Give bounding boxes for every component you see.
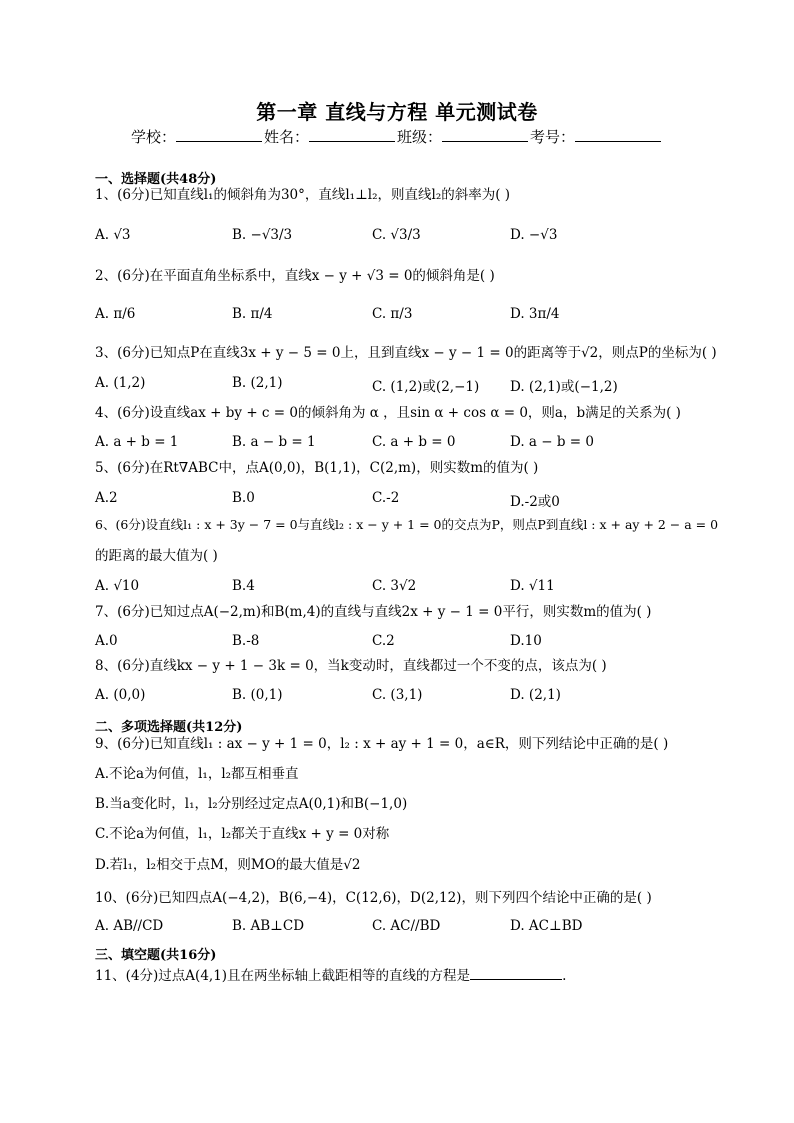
q8-option-d[interactable]: D. (2,1) <box>510 687 561 703</box>
question-5-options <box>95 490 695 512</box>
q6-option-c[interactable]: C. 3√2 <box>372 578 417 594</box>
question-6-options <box>95 578 695 600</box>
section-heading-choice: 一、选择题(共48分) <box>95 172 217 187</box>
q3-option-a[interactable]: A. (1,2) <box>95 375 146 391</box>
q11-end: . <box>562 968 567 984</box>
q1-option-b[interactable]: B. −√3/3 <box>232 227 293 243</box>
question-3: 3、(6分)已知点P在直线3x + y − 5 = 0上，且到直线x − y − 1 = 0的距离等于√2，则点P的坐标为( ) <box>95 345 717 361</box>
q5-option-b[interactable]: B.0 <box>232 490 255 506</box>
question-7: 7、(6分)已知过点A(−2,m)和B(m,4)的直线与直线2x + y − 1 = 0平行，则实数m的值为( ) <box>95 604 652 620</box>
question-2: 2、(6分)在平面直角坐标系中，直线x − y + √3 = 0的倾斜角是( ) <box>95 268 495 284</box>
q9-option-d[interactable]: D.若l₁，l₂相交于点M，则MO的最大值是√2 <box>95 857 361 873</box>
q2-option-a[interactable]: A. π/6 <box>95 306 136 322</box>
q4-option-a[interactable]: A. a + b = 1 <box>95 434 179 450</box>
q4-option-d[interactable]: D. a − b = 0 <box>510 434 594 450</box>
question-5: 5、(6分)在Rt∇ABC中，点A(0,0)，B(1,1)，C(2,m)，则实数m的值为( ) <box>95 460 539 476</box>
q7-option-a[interactable]: A.0 <box>95 633 118 649</box>
q9-option-b[interactable]: B.当a变化时，l₁，l₂分别经过定点A(0,1)和B(−1,0) <box>95 796 408 812</box>
question-4-options <box>95 434 695 456</box>
q3-option-d[interactable]: D. (2,1)或(−1,2) <box>510 379 618 395</box>
question-11 <box>95 967 566 984</box>
student-info-line <box>0 126 794 147</box>
school-label: 学校： <box>130 128 176 146</box>
q11-answer-blank[interactable] <box>470 967 562 980</box>
page-title: 第一章 直线与方程 单元测试卷 <box>256 100 538 124</box>
name-label: 姓名： <box>263 128 309 146</box>
question-10: 10、(6分)已知四点A(−4,2)，B(6,−4)，C(12,6)，D(2,12)，则下列四个结论中正确的是( ) <box>95 890 652 906</box>
question-8-options <box>95 687 695 709</box>
q7-option-b[interactable]: B.-8 <box>232 633 260 649</box>
q10-option-c[interactable]: C. AC//BD <box>372 918 441 934</box>
section-heading-multi-choice: 二、多项选择题(共12分) <box>95 720 243 735</box>
q7-option-c[interactable]: C.2 <box>372 633 395 649</box>
q4-option-b[interactable]: B. a − b = 1 <box>232 434 316 450</box>
q10-option-a[interactable]: A. AB//CD <box>95 918 164 934</box>
question-1: 1、(6分)已知直线l₁的倾斜角为30°，直线l₁⊥l₂，则直线l₂的斜率为( ) <box>95 187 511 203</box>
question-6: 6、(6分)设直线l₁ : x + 3y − 7 = 0与直线l₂ : x − y + 1 = 0的交点为P，则点P到直线l : x + ay + 2 − a = 0 <box>95 517 719 532</box>
q2-option-d[interactable]: D. 3π/4 <box>510 306 560 322</box>
question-10-options <box>95 918 695 940</box>
q5-option-a[interactable]: A.2 <box>95 490 118 506</box>
q10-option-b[interactable]: B. AB⊥CD <box>232 918 305 934</box>
question-4: 4、(6分)设直线ax + by + c = 0的倾斜角为 α ，且sin α + cos α = 0，则a，b满足的关系为( ) <box>95 405 681 421</box>
question-2-options <box>95 306 695 328</box>
q8-option-b[interactable]: B. (0,1) <box>232 687 283 703</box>
q10-option-d[interactable]: D. AC⊥BD <box>510 918 583 934</box>
q8-option-c[interactable]: C. (3,1) <box>372 687 423 703</box>
class-blank[interactable] <box>442 127 528 142</box>
q8-option-a[interactable]: A. (0,0) <box>95 687 146 703</box>
question-3-options <box>95 375 695 397</box>
q5-option-c[interactable]: C.-2 <box>372 490 400 506</box>
q2-option-b[interactable]: B. π/4 <box>232 306 273 322</box>
name-blank[interactable] <box>309 127 395 142</box>
q4-option-c[interactable]: C. a + b = 0 <box>372 434 456 450</box>
q1-option-a[interactable]: A. √3 <box>95 227 131 243</box>
q1-option-c[interactable]: C. √3/3 <box>372 227 421 243</box>
question-8: 8、(6分)直线kx − y + 1 − 3k = 0，当k变动时，直线都过一个不变的点，该点为( ) <box>95 658 607 674</box>
q9-option-a[interactable]: A.不论a为何值，l₁，l₂都互相垂直 <box>95 766 299 782</box>
q6-option-b[interactable]: B.4 <box>232 578 255 594</box>
school-blank[interactable] <box>176 127 262 142</box>
q3-option-b[interactable]: B. (2,1) <box>232 375 283 391</box>
q3-option-c[interactable]: C. (1,2)或(2,−1) <box>372 379 480 395</box>
section-heading-fill-blank: 三、填空题(共16分) <box>95 948 217 963</box>
q6-option-a[interactable]: A. √10 <box>95 578 140 594</box>
question-9: 9、(6分)已知直线l₁ : ax − y + 1 = 0，l₂ : x + ay + 1 = 0，a∈R，则下列结论中正确的是( ) <box>95 736 669 752</box>
number-label: 考号： <box>530 128 576 146</box>
question-7-options <box>95 633 695 655</box>
q6-option-d[interactable]: D. √11 <box>510 578 555 594</box>
q1-option-d[interactable]: D. −√3 <box>510 227 558 243</box>
question-6-continued: 的距离的最大值为( ) <box>95 548 218 564</box>
number-blank[interactable] <box>575 127 661 142</box>
class-label: 班级： <box>397 128 443 146</box>
q9-option-c[interactable]: C.不论a为何值，l₁，l₂都关于直线x + y = 0对称 <box>95 826 390 842</box>
q2-option-c[interactable]: C. π/3 <box>372 306 413 322</box>
question-1-options <box>95 227 695 249</box>
q5-option-d[interactable]: D.-2或0 <box>510 494 560 510</box>
q11-text: 11、(4分)过点A(4,1)且在两坐标轴上截距相等的直线的方程是 <box>95 968 471 984</box>
q7-option-d[interactable]: D.10 <box>510 633 542 649</box>
